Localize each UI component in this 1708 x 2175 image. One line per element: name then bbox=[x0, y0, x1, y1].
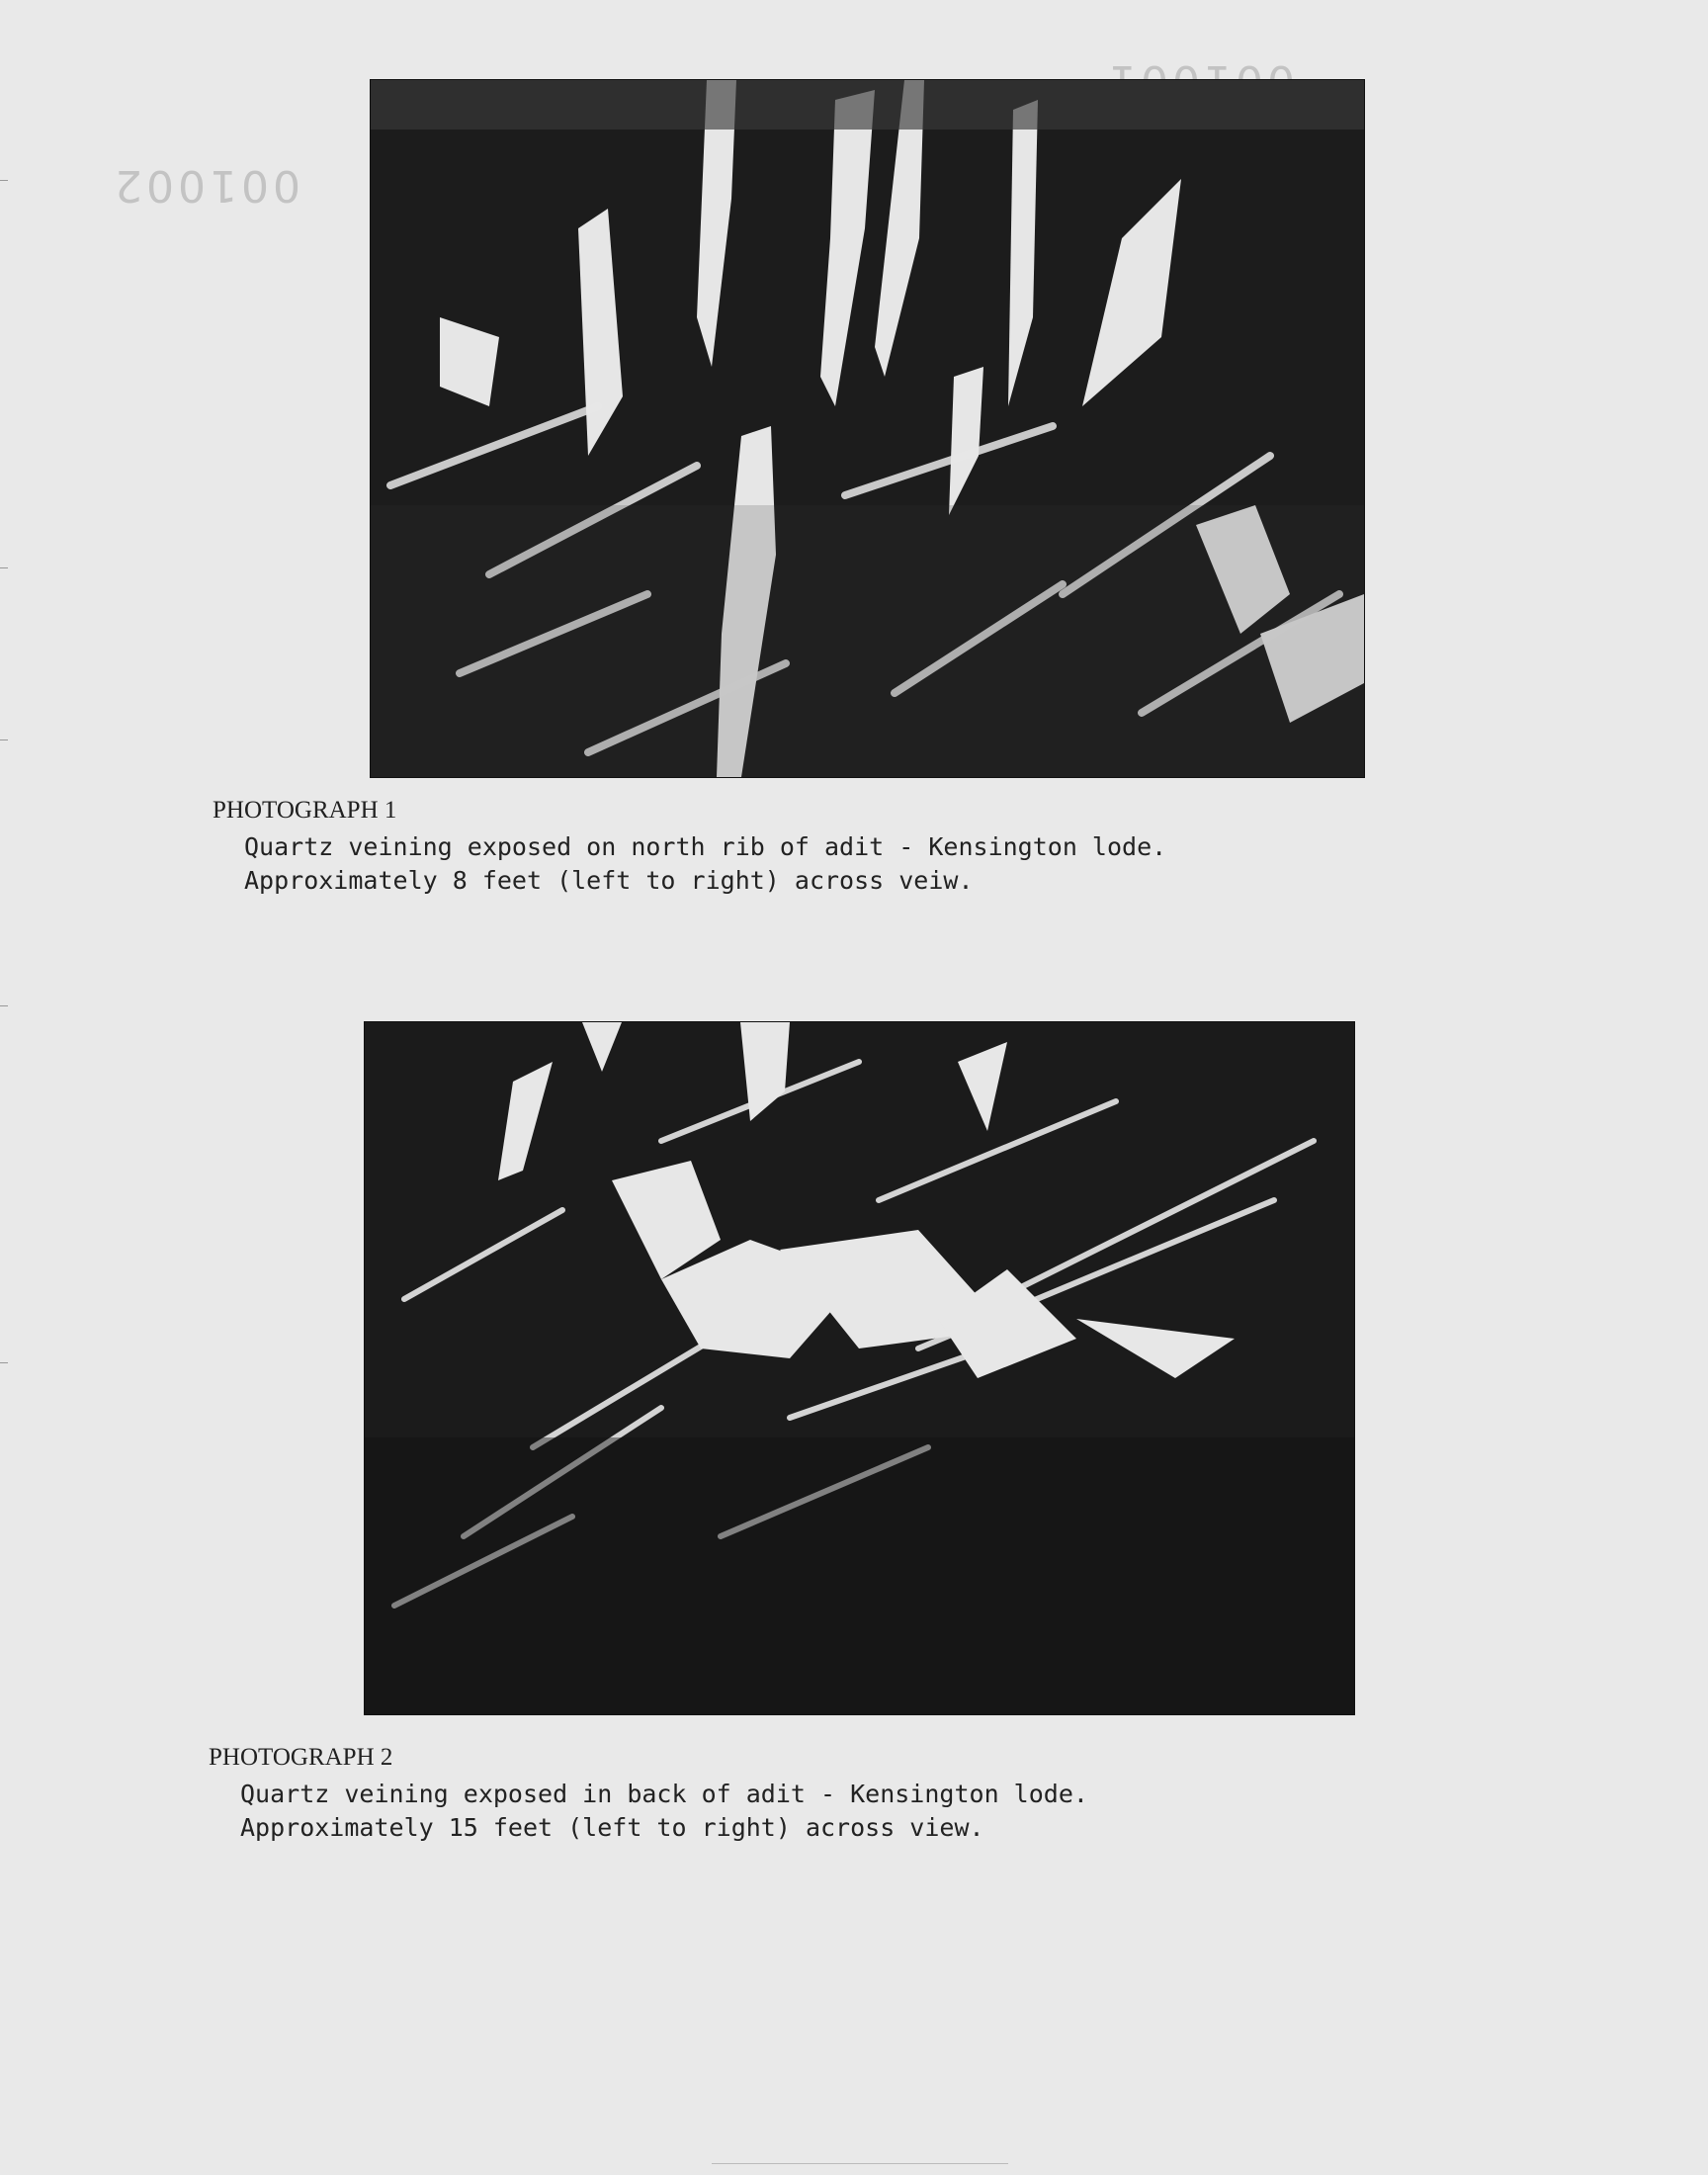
photograph-2-caption bbox=[240, 1778, 1088, 1845]
left-edge-mark bbox=[0, 180, 8, 181]
photograph-1-caption-line-2: Approximately 8 feet (left to right) across veiw. bbox=[244, 866, 974, 895]
photograph-2-caption-line-1: Quartz veining exposed in back of adit - Kensington lode. bbox=[240, 1780, 1088, 1808]
left-edge-mark bbox=[0, 1362, 8, 1363]
left-edge-mark bbox=[0, 1005, 8, 1006]
bottom-scan-line bbox=[712, 2163, 1008, 2164]
photograph-2-heading: PHOTOGRAPH 2 bbox=[209, 1744, 393, 1771]
quartz-vein-photo-2 bbox=[365, 1022, 1354, 1714]
photograph-1-heading: PHOTOGRAPH 1 bbox=[213, 797, 397, 824]
photograph-1-caption bbox=[244, 830, 1166, 898]
photograph-1-caption-line-1: Quartz veining exposed on north rib of adit - Kensington lode. bbox=[244, 832, 1167, 861]
photograph-2-caption-line-2: Approximately 15 feet (left to right) across view. bbox=[240, 1813, 984, 1842]
document-number-stamp: 001002 bbox=[111, 160, 300, 211]
photograph-1-image bbox=[370, 79, 1365, 778]
photograph-2-image bbox=[364, 1021, 1355, 1715]
left-edge-mark bbox=[0, 567, 8, 568]
quartz-vein-photo-1 bbox=[371, 80, 1364, 777]
